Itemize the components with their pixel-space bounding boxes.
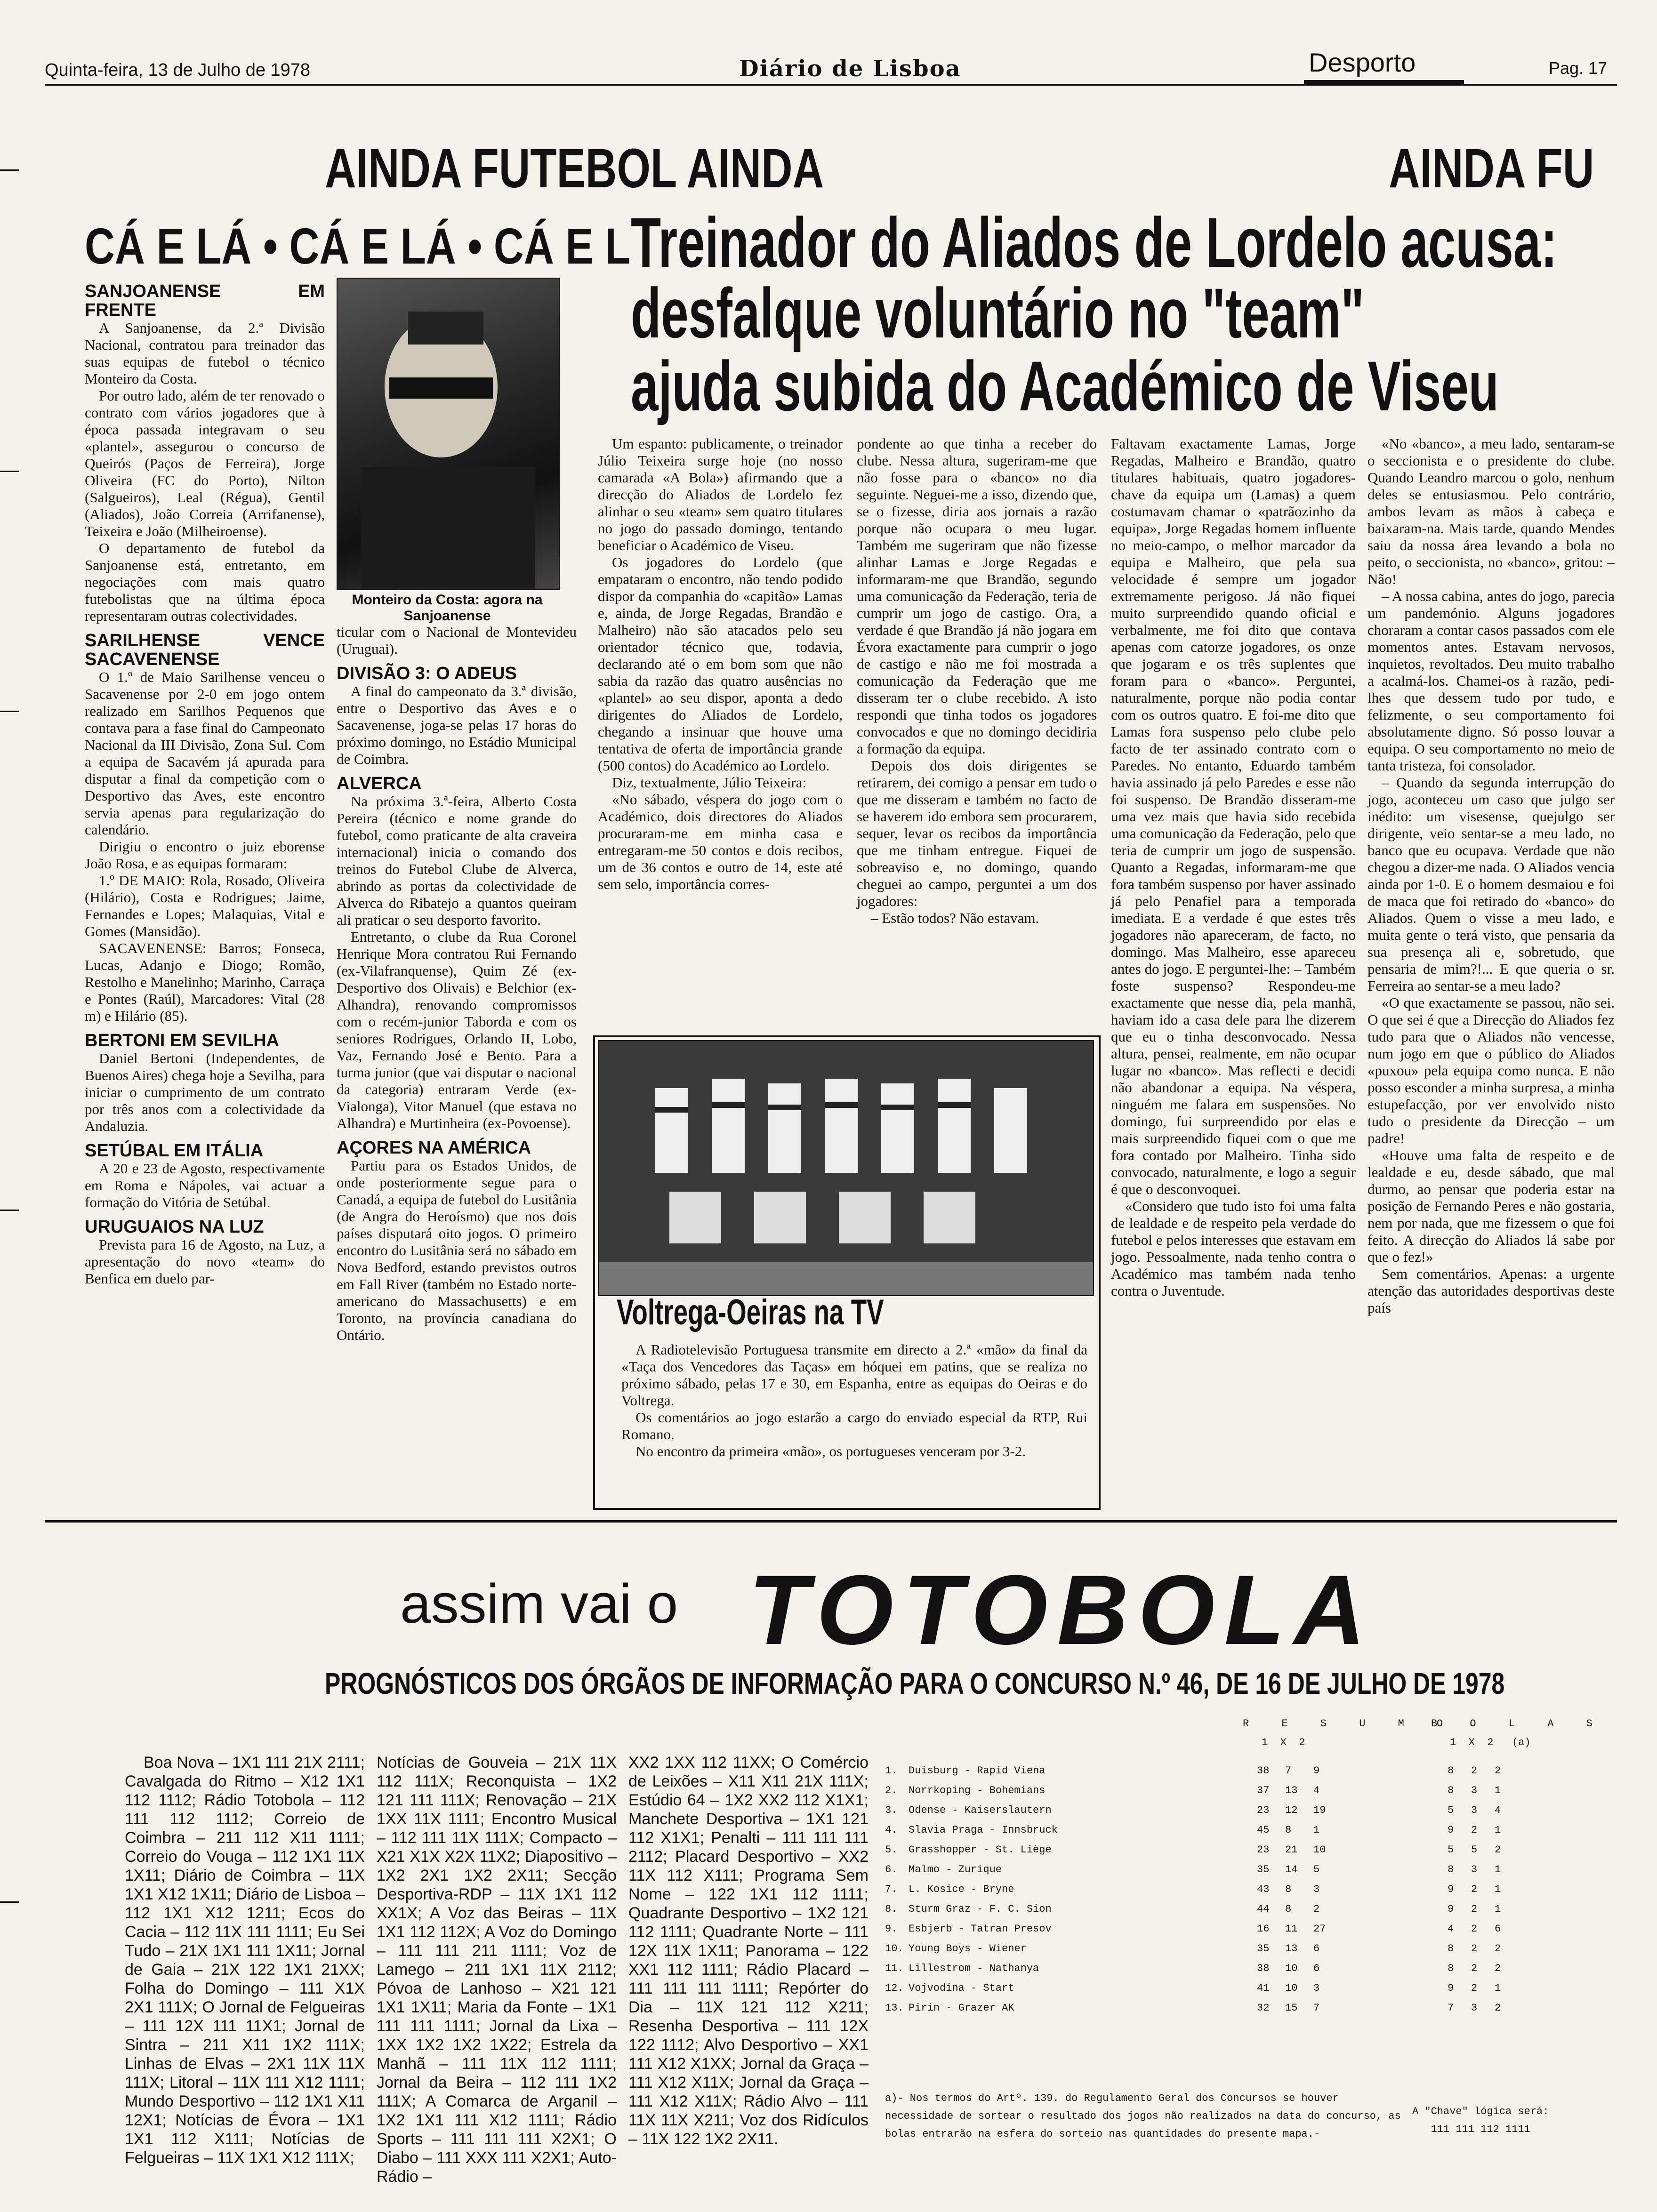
resumo-1: 35	[1257, 1864, 1270, 1875]
bolas-2: 1	[1495, 1824, 1501, 1836]
tv-news-body	[621, 1341, 1087, 1460]
brief-paragraph: Dirigiu o encontro o juiz eborense João Rosa, e as equipas formaram:	[85, 838, 325, 872]
article-paragraph: «O que exactamente se passou, não sei. O que sei é que a Direcção do Aliados fez tudo para que o Aliados não vencesse, num jogo em que o público do Aliados «puxou» pela equipa como nunca. E não posso esconder a minha surpresa, a minha estupefacção, por ver envolvido nisto tudo o presidente da Direcção – um padre!	[1367, 994, 1615, 1146]
resumo-2: 6	[1313, 1943, 1320, 1955]
brief-paragraph: Partiu para os Estados Unidos, de onde posteriormente segue para o Canadá, a equipa de futebol do Lusitânia (de Angra do Heroísmo) que nos dois países disputará oito jogos. O primeiro encontro do Lusitânia será no sábado em Nova Bedford, estando previstos outros em Fall River (também no Estado norte-americano do Massachusetts) e em Toronto, na província canadiana do Ontário.	[337, 1157, 577, 1343]
predictions-column-3	[628, 1753, 869, 2148]
resumo-2: 3	[1313, 1883, 1320, 1895]
row-number: 1.	[885, 1765, 898, 1777]
section-title: Desporto	[1309, 48, 1416, 77]
predictions-text: XX2 1XX 112 11XX; O Comércio de Leixões – X11 X11 21X 111X; Estúdio 64 – 1X2 XX2 112 X1X1; Manchete Desportiva – 1X1 121 112 X1X1; Penalti – 111 111 111 2112; Placard Desportivo – XX2 11X 112 X111; Programa Sem Nome – 122 1X1 112 1111; Quadrante Desportivo – 1X2 121 112 1111; Quadrante Norte – 111 12X 11X 1X11; Panorama – 122 XX1 112 1111; Rádio Placard – 111 111 111 1111; Repórter do Dia – 11X 121 112 X211; Resenha Desportiva – 111 12X 122 1112; Alvo Desportivo – XX1 111 X12 X1XX; Jornal da Graça – 111 X12 X11X; Jornal da Graça – 111 X12 X11X; Rádio Alvo – 111 11X 11X X211; Voz dos Ridículos – 11X 122 1X2 2X11.	[628, 1754, 869, 2148]
row-game: Duisburg - Rapid Viena	[909, 1765, 1046, 1777]
article-paragraph: Um espanto: publicamente, o treinador Júlio Teixeira surge hoje (no nosso camarada «A Bola») afirmando que a direcção do Aliados de Lordelo fez alinhar o seu «team» sem quatro titulares no jogo do passado domingo, tentando beneficiar o Académico de Viseu.	[598, 435, 843, 553]
resumo-1: 32	[1257, 2002, 1270, 2014]
article-paragraph: «No «banco», a meu lado, sentaram-se o seccionista e o presidente do clube. Quando Leandro marcou o golo, nenhum deles se entusiasmou. Pelo contrário, ambos levam as mãos à cabeça e baixaram-na. Mais tarde, quando Mendes saiu da nossa área levando a bola no peito, o seccionista, no «banco», gritou: – Não!	[1367, 435, 1615, 587]
chave-label: A "Chave" lógica será:	[1412, 2106, 1549, 2117]
margin-mark	[0, 1210, 19, 1211]
resumo-x: 7	[1285, 1765, 1292, 1777]
bolas-2: 2	[1495, 1943, 1501, 1955]
article-column-2	[857, 435, 1097, 927]
resumo-x: 21	[1285, 1844, 1298, 1856]
column-briefs-2	[337, 624, 577, 1344]
bolas-1: 8	[1448, 1765, 1454, 1777]
headline-line1: Treinador do Aliados de Lordelo acusa:	[631, 203, 1558, 282]
bolas-x: 2	[1471, 1943, 1478, 1955]
row-game: Esbjerb - Tatran Presov	[909, 1923, 1052, 1935]
resumo-1: 38	[1257, 1963, 1270, 1974]
resumo-2: 7	[1313, 2002, 1320, 2014]
brief-paragraph: O 1.º de Maio Sarilhense venceu o Sacavenense por 2-0 em jogo ontem realizado em Sarilhos Pequenos que contava para a fase final do Campeonato Nacional da III Divisão, Zona Sul. Com a equipa de Sacavém já apurada para disputar a final da competição com o Desportivo das Aves, este encontro servia apenas para regularização do calendário.	[85, 669, 325, 838]
resumo-1: 23	[1257, 1844, 1270, 1856]
brief-paragraph: Por outro lado, além de ter renovado o contrato com vários jogadores que à época passada integravam o seu «plantel», assegurou o concurso de Queirós (Paços de Ferreira), Jorge Oliveira (FC do Porto), Nilton (Salgueiros), Leal (Régua), Gentil (Aliados), João Correia (Arrifanense), Teixeira e João (Milheiroense).	[85, 387, 325, 539]
resumo-2: 5	[1313, 1864, 1320, 1875]
article-paragraph: «No sábado, véspera do jogo com o Académico, dois directores do Aliados procuraram-me em minha casa e entregaram-me 50 contos e dois recibos, um de 36 contos e outro de 14, este até sem selo, importância corres-	[598, 791, 843, 892]
masthead: Diário de Lisboa	[739, 56, 961, 82]
article-paragraph: – Estão todos? Não estavam.	[871, 910, 1039, 926]
article-column-3	[1111, 435, 1356, 1299]
headline-line3: ajuda subida do Académico de Viseu	[631, 346, 1499, 425]
bolas-x: 2	[1471, 1903, 1478, 1915]
resumo-2: 3	[1313, 1982, 1320, 1994]
bolas-x: 5	[1471, 1844, 1478, 1856]
row-number: 4.	[885, 1824, 898, 1836]
brief-paragraph: ticular com o Nacional de Montevideu (Uruguai).	[337, 624, 577, 657]
brief-heading: SETÚBAL EM ITÁLIA	[85, 1141, 264, 1161]
totobola-intro: assim vai o	[400, 1573, 678, 1635]
bolas-header: B O L A S	[1431, 1718, 1606, 1730]
bolas-1: 8	[1448, 1785, 1454, 1796]
article-paragraph: – Quando da segunda interrupção do jogo, aconteceu um caso que julgo ser inédito: um visesense, quejulgo ser dirigente, veio sentar-se a meu lado, no banco que eu ocupava. Verdade que não chegou a dizer-me nada. O Aliados vencia ainda por 1-0. E o homem desmaiou e foi de maca que foi retirado do «banco» do Aliados. Quem o visse a meu lado, e muita gente o terá visto, que pensaria da sua presença ali e, sobretudo, que pensaria de mim?!... E que queria o sr. Ferreira ao sentar-se a meu lado?	[1367, 774, 1615, 994]
bolas-2: 2	[1495, 1844, 1501, 1856]
predictions-text: Notícias de Gouveia – 21X 11X 112 111X; Reconquista – 1X2 121 111 111X; Renovação – 21X 1XX 11X 1111; Encontro Musical – 112 111 11X 111X; Compacto – X21 X1X X2X 11X2; Diapositivo – 1X2 2X1 1X2 2X11; Secção Desportiva-RDP – 11X 1X1 112 XX1X; A Voz das Beiras – 11X 1X1 112 112X; A Voz do Domingo – 111 111 211 1111; Voz de Lamego – 211 1X1 11X 2112; Póvoa de Lanhoso – X21 121 1X1 1X11; Maria da Fonte – 1X1 111 111 1111; Jornal da Lixa – 1XX 1X2 1X2 1X22; Estrela da Manhã – 111 11X 112 1111; Jornal da Beira – 112 111 1X2 111X; A Comarca de Arganil – 1X2 1X1 111 X12 1111; Rádio Sports – 111 111 111 X2X1; O Diabo – 111 XXX 111 X2X1; Auto-Rádio –	[377, 1754, 617, 2186]
team-photo-image	[599, 1041, 1093, 1295]
bolas-2: 2	[1495, 2002, 1501, 2014]
resumo-cols: 1 X 2	[1262, 1737, 1305, 1748]
margin-mark	[0, 471, 19, 472]
resumo-1: 16	[1257, 1923, 1270, 1935]
bolas-1: 8	[1448, 1864, 1454, 1875]
bolas-1: 9	[1448, 1982, 1454, 1994]
brief-heading: DIVISÃO 3: O ADEUS	[337, 664, 517, 683]
headline-line2: desfalque voluntário no "team"	[631, 273, 1365, 353]
bolas-2: 1	[1495, 1982, 1501, 1994]
row-number: 8.	[885, 1903, 898, 1915]
article-paragraph: Faltavam exactamente Lamas, Jorge Regadas, Malheiro e Brandão, quatro titulares habituais, quatro jogadores-chave da equipa um (Lamas) a quem costumavam chamar o «patrãozinho da equipa», Jorge Regadas homem influente no meio-campo, o melhor marcador da equipa e Malheiro, que pela sua velocidade é sempre um jogador extremamente perigoso. Já não fiquei muito surpreendido quando oficial e verbalmente, me foi dito que contava apenas com catorze jogadores, os onze que jogaram e os três suplentes que foram para o «banco». Perguntei, naturalmente, porque não podia contar com os outros quatro. E foi-me dito que Lamas fora suspenso pelo clube pelo facto de ter assinado contrato com o Paredes. No entanto, Eduardo também havia assinado já pelo Paredes e esse não foi suspenso. De Brandão disseram-me uma vez mais que havia sido recebida uma comunicação da Federação, pelo que teria de cumprir um jogo de suspensão. Quanto a Regadas, informaram-me que fora também suspenso por haver assinado já pelo Penafiel para a temporada imediata. E a verdade é que estes três jogadores não apareceram, de facto, no domingo. Mas Malheiro, esse apareceu antes do jogo. E perguntei-lhe: – Também foste suspenso? Respondeu-me exactamente que nesse dia, pela manhã, haviam ido a casa dele para lhe dizerem que eu o tinha desconvocado. Nessa altura, pensei, realmente, em não ocupar lugar no «banco». Mas reflecti e decidi não abandonar a equipa. Na véspera, ninguém me falara em suspensões. No domingo, fui surpreendido por elas e mais surpreendido fiquei com o que me fora contado por Malheiro. Tinha sido convocado, naturalmente, e logo a seguir é que o desconvoquei.	[1111, 435, 1356, 1197]
resumo-x: 11	[1285, 1923, 1298, 1935]
chave-block	[1412, 2103, 1549, 2139]
resumo-x: 13	[1285, 1785, 1298, 1796]
brief-paragraph: A final do campeonato da 3.ª divisão, entre o Desportivo das Aves e o Sacavenense, joga-se pelas 17 horas do próximo domingo, no Estádio Municipal de Coimbra.	[337, 683, 577, 767]
bolas-1: 4	[1448, 1923, 1454, 1935]
column-briefs-1	[85, 275, 325, 1287]
bolas-1: 7	[1448, 2002, 1454, 2014]
row-game: Pirin - Grazer AK	[909, 2002, 1014, 2014]
row-game: Malmo - Zurique	[909, 1864, 1002, 1875]
row-number: 2.	[885, 1785, 898, 1796]
bolas-2: 1	[1495, 1864, 1501, 1875]
footnote: a)- Nos termos do Artº. 139. do Regulamento Geral dos Concursos se houver necessidade de sortear o resultado dos jogos não realizados na data do concurso, as bolas entrarão na esfera do sorteio nas quantidades do presente mapa.-	[885, 2092, 1401, 2140]
resumo-x: 8	[1285, 1824, 1292, 1836]
row-number: 7.	[885, 1883, 898, 1895]
chave-value: 111 111 112 1111	[1431, 2124, 1530, 2135]
resumo-x: 8	[1285, 1883, 1292, 1895]
article-paragraph: Os jogadores do Lordelo (que empataram o encontro, não tendo podido dispor da companhia do «capitão» Lamas e, ainda, de Jorge Regadas, Brandão e Malheiro) não são atacados pelo seu orientador técnico que, todavia, declarando até o em bom som que não sabia da razão das quatro ausências no «plantel» ao seu dispor, aponta a dedo dirigentes do Aliados de Lordelo, chegando a insinuar que houve uma tentativa de oferta de importância grande (500 contos) do Académico ao Lordelo.	[598, 554, 843, 774]
brief-heading: SANJOANENSE EM FRENTE	[85, 281, 325, 320]
resumo-header: R E S U M O	[1243, 1718, 1456, 1730]
brief-heading: SARILHENSE VENCE SACAVENENSE	[85, 631, 325, 669]
margin-mark	[0, 711, 19, 712]
row-game: Norrkoping - Bohemians	[909, 1785, 1046, 1796]
brief-paragraph: SACAVENENSE: Barros; Fonseca, Lucas, Adanjo e Diogo; Romão, Restolho e Manelinho; Marinho, Carraça e Pontes (Raúl), Marcadores: Vital (28 m) e Hilário (85).	[85, 940, 325, 1024]
page-number: Pag. 17	[1549, 58, 1608, 78]
resumo-1: 44	[1257, 1903, 1270, 1915]
bolas-2: 2	[1495, 1765, 1501, 1777]
resumo-x: 10	[1285, 1963, 1298, 1974]
row-number: 12.	[885, 1982, 904, 1994]
bolas-1: 5	[1448, 1844, 1454, 1856]
bolas-x: 3	[1471, 2002, 1478, 2014]
brief-paragraph: O departamento de futebol da Sanjoanense está, entretanto, em negociações com mais quatro futebolistas que na última época representaram outras colectividades.	[85, 540, 325, 624]
resumo-1: 35	[1257, 1943, 1270, 1955]
section-banner-right: AINDA FU	[1389, 137, 1594, 200]
tv-news-paragraph: No encontro da primeira «mão», os portugueses venceram por 3-2.	[635, 1443, 1026, 1459]
bolas-2: 6	[1495, 1923, 1501, 1935]
resumo-x: 14	[1285, 1864, 1298, 1875]
predictions-text: Boa Nova – 1X1 111 21X 2111; Cavalgada do Ritmo – X12 1X1 112 1112; Rádio Totobola – 112 111 112 1112; Correio de Coimbra – 211 112 X11 1111; Correio do Vouga – 112 1X1 11X 1X11; Diário de Coimbra – 11X 1X1 X12 1X11; Diário de Lisboa – 112 1X1 X12 1211; Ecos do Cacia – 112 11X 111 1111; Eu Sei Tudo – 21X 1X1 111 1X11; Jornal de Gaia – 21X 122 1X1 21XX; Folha do Domingo – 111 X1X 2X1 111X; O Jornal de Felgueiras – 111 12X 111 11X1; Jornal de Sintra – 211 X11 1X2 111X; Linhas de Elvas – 2X1 11X 11X 111X; Litoral – 11X 111 X12 1111; Mundo Desportivo – 112 1X1 X11 12X1; Notícias de Évora – 1X1 1X1 112 X111; Notícias de Felgueiras – 11X 1X1 X12 111X;	[125, 1754, 365, 2167]
article-paragraph: Diz, textualmente, Júlio Teixeira:	[612, 774, 807, 791]
resumo-1: 45	[1257, 1824, 1270, 1836]
resumo-2: 2	[1313, 1903, 1320, 1915]
resumo-1: 43	[1257, 1883, 1270, 1895]
resumo-x: 12	[1285, 1804, 1298, 1816]
bolas-x: 2	[1471, 1963, 1478, 1974]
brief-paragraph: Entretanto, o clube da Rua Coronel Henrique Mora contratou Rui Fernando (ex-Vilafranquense), Quim Zé (ex-Desportivo dos Olivais) e Belchior (ex-Alhandra), renovando compromissos com o recém-junior Taborda e com os seniores Rodrigues, Orlando II, Lobo, Vaz, Fernando José e Bento. Para a turma junior (que vai disputar o nacional da categoria) entraram Verde (ex-Vialonga), Vitor Manuel (que estava no Alhandra) e Murtinheira (ex-Povoense).	[337, 929, 577, 1131]
row-game: Odense - Kaiserslautern	[909, 1804, 1052, 1816]
brief-heading: URUGUAIOS NA LUZ	[85, 1217, 264, 1237]
resumo-x: 13	[1285, 1943, 1298, 1955]
brief-paragraph: Na próxima 3.ª-feira, Alberto Costa Pereira (técnico e nome grande do futebol, como praticante de alta craveira internacional) inicia o comando dos treinos do Futebol Clube de Alverca, abrindo as portas da colectividade de Alverca do Ribatejo a quantos queiram ali praticar o seu desporto favorito.	[337, 793, 577, 928]
resumo-1: 41	[1257, 1982, 1270, 1994]
resumo-2: 6	[1313, 1963, 1320, 1974]
article-paragraph: Sem comentários. Apenas: a urgente atenção das autoridades desportivas deste país	[1367, 1266, 1615, 1316]
bolas-x: 2	[1471, 1982, 1478, 1994]
resumo-2: 1	[1313, 1824, 1320, 1836]
team-photo	[598, 1040, 1094, 1296]
brief-paragraph: 1.º DE MAIO: Rola, Rosado, Oliveira (Hilário), Costa e Rodrigues; Jaime, Fernandes e Lopes; Malaquias, Vital e Gomes (Mansidão).	[85, 872, 325, 939]
resumo-2: 27	[1313, 1923, 1326, 1935]
bolas-2: 2	[1495, 1963, 1501, 1974]
bolas-x: 2	[1471, 1883, 1478, 1895]
tv-news-title: Voltrega-Oeiras na TV	[617, 1292, 884, 1332]
row-number: 5.	[885, 1844, 898, 1856]
bolas-1: 8	[1448, 1943, 1454, 1955]
totobola-logo: TOTOBOLA	[748, 1555, 1375, 1665]
section-banner: AINDA FUTEBOL AINDA	[325, 137, 824, 200]
tv-news-paragraph: Os comentários ao jogo estarão a cargo do enviado especial da RTP, Rui Romano.	[621, 1409, 1087, 1443]
row-number: 6.	[885, 1864, 898, 1875]
predictions-column-1	[125, 1753, 365, 2167]
brief-paragraph: A Sanjoanense, da 2.ª Divisão Nacional, contratou para treinador das suas equipas de futebol o técnico Monteiro da Costa.	[85, 320, 325, 387]
coach-photo	[337, 278, 560, 590]
row-game: L. Kosice - Bryne	[909, 1883, 1014, 1895]
section-rule	[1304, 80, 1464, 86]
row-game: Grasshopper - St. Liège	[909, 1844, 1052, 1856]
bolas-1: 9	[1448, 1883, 1454, 1895]
margin-mark	[0, 1901, 19, 1903]
bolas-x: 3	[1471, 1785, 1478, 1796]
bolas-cols: 1 X 2 (a)	[1450, 1737, 1531, 1748]
brief-paragraph: A 20 e 23 de Agosto, respectivamente em Roma e Nápoles, vai actuar a formação do Vitória de Setúbal.	[85, 1160, 325, 1210]
resumo-x: 10	[1285, 1982, 1298, 1994]
resumo-1: 23	[1257, 1804, 1270, 1816]
bolas-1: 9	[1448, 1903, 1454, 1915]
brief-heading: ALVERCA	[337, 774, 422, 793]
bolas-x: 3	[1471, 1804, 1478, 1816]
coach-portrait	[338, 279, 559, 589]
resumo-2: 10	[1313, 1844, 1326, 1856]
brief-heading: BERTONI EM SEVILHA	[85, 1031, 280, 1050]
article-paragraph: Depois dos dois dirigentes se retirarem, dei comigo a pensar em tudo o que me disseram e também no facto de se haverem ido embora sem procurarem, sequer, levar os recibos da importância que me tinham entregue. Fiquei de sobreaviso e, no domingo, quando cheguei ao campo, perguntei a um dos jogadores:	[857, 757, 1097, 909]
bolas-x: 2	[1471, 1765, 1478, 1777]
resumo-2: 4	[1313, 1785, 1320, 1796]
totobola-subtitle: PROGNÓSTICOS DOS ÓRGÃOS DE INFORMAÇÃO PARA O CONCURSO N.º 46, DE 16 DE JULHO DE 1978	[325, 1667, 1505, 1700]
resumo-1: 38	[1257, 1765, 1270, 1777]
bolas-2: 4	[1495, 1804, 1501, 1816]
bolas-1: 8	[1448, 1963, 1454, 1974]
bolas-x: 2	[1471, 1824, 1478, 1836]
article-paragraph: pondente ao que tinha a receber do clube. Nessa altura, sugeriram-me que não fosse para o «banco» no dia seguinte. Neguei-me a isso, dizendo que, se o fizesse, diria aos jornais a razão porque não ocupara o meu lugar. Também me sugeriram que não fizesse alinhar Lamas e Jorge Regadas e informaram-me que Brandão, segundo uma comunicação da Federação, teria de cumprir um jogo de castigo. Ora, a verdade é que Brandão já não jogara em Évora exactamente para cumprir o jogo de castigo e não me foi mostrada a comunicação da Federação que me disseram ter o clube recebido. A isto respondi que tinha todos os jogadores convocados e que no domingo decidiria a formação da equipa.	[857, 435, 1097, 757]
bolas-1: 5	[1448, 1804, 1454, 1816]
row-game: Sturm Graz - F. C. Sion	[909, 1903, 1052, 1915]
row-number: 10.	[885, 1943, 904, 1955]
brief-heading: AÇORES NA AMÉRICA	[337, 1138, 531, 1158]
row-number: 11.	[885, 1963, 904, 1974]
bolas-x: 2	[1471, 1923, 1478, 1935]
column-banner: CÁ E LÁ • CÁ E LÁ • CÁ E L	[85, 217, 631, 274]
bolas-x: 3	[1471, 1864, 1478, 1875]
article-paragraph: «Considero que tudo isto foi uma falta de lealdade e de respeito pela verdade do futebol e pelos interesses que estavam em jogo. Pessoalmente, nada tenho contra o Académico mas também nada tenho contra o Juventude.	[1111, 1198, 1356, 1299]
bolas-2: 1	[1495, 1883, 1501, 1895]
row-number: 3.	[885, 1804, 898, 1816]
bolas-2: 1	[1495, 1785, 1501, 1796]
row-game: Young Boys - Wiener	[909, 1943, 1027, 1955]
article-column-1	[598, 435, 843, 893]
resumo-2: 9	[1313, 1765, 1320, 1777]
row-game: Lillestrom - Nathanya	[909, 1963, 1039, 1974]
row-game: Vojvodina - Start	[909, 1982, 1014, 1994]
photo-caption: Monteiro da Costa: agora na Sanjoanense	[352, 592, 543, 624]
resumo-1: 37	[1257, 1785, 1270, 1796]
bolas-2: 1	[1495, 1903, 1501, 1915]
row-number: 13.	[885, 2002, 904, 2014]
resumo-x: 15	[1285, 2002, 1298, 2014]
predictions-column-2	[377, 1753, 617, 2186]
row-game: Slavia Praga - Innsbruck	[909, 1824, 1058, 1836]
bolas-1: 9	[1448, 1824, 1454, 1836]
article-paragraph: – A nossa cabina, antes do jogo, parecia um pandemónio. Alguns jogadores choraram a contar casos passados com ele momentos antes. Estavam nervosos, inquietos, revoltados. Deu muito trabalho a acalmá-los. Chamei-os à razão, pedi-lhes que dessem tudo por tudo, e felizmente, o seu comportamento foi absolutamente digno. Só posso louvar a equipa. O seu comportamento no meio de tanta tristeza, foi consolador.	[1367, 588, 1615, 774]
brief-paragraph: Daniel Bertoni (Independentes, de Buenos Aires) chega hoje a Sevilha, para iniciar o cumprimento de um contrato por três anos com a colectividade da Andaluzia.	[85, 1050, 325, 1134]
article-column-4	[1367, 435, 1615, 1316]
issue-date: Quinta-feira, 13 de Julho de 1978	[45, 60, 311, 80]
tv-news-paragraph: A Radiotelevisão Portuguesa transmite em directo a 2.ª «mão» da final da «Taça dos Vencedores das Taças» em hóquei em patins, que se realiza no próximo sábado, pelas 17 e 30, em Espanha, entre as equipas do Oeiras e do Voltrega.	[621, 1341, 1087, 1409]
article-paragraph: «Houve uma falta de respeito e de lealdade e eu, desde sábado, que mal durmo, ao pensar que poderia estar na posição de Fernando Peres e não gostaria, nem por nada, que me fizessem o que foi feito. A direcção do Aliados lá sabe por que o fez!»	[1367, 1147, 1615, 1265]
row-number: 9.	[885, 1923, 898, 1935]
margin-mark	[0, 169, 19, 171]
brief-paragraph: Prevista para 16 de Agosto, na Luz, a apresentação do novo «team» do Benfica em duelo par-	[85, 1236, 325, 1287]
resumo-2: 19	[1313, 1804, 1326, 1816]
resumo-x: 8	[1285, 1903, 1292, 1915]
